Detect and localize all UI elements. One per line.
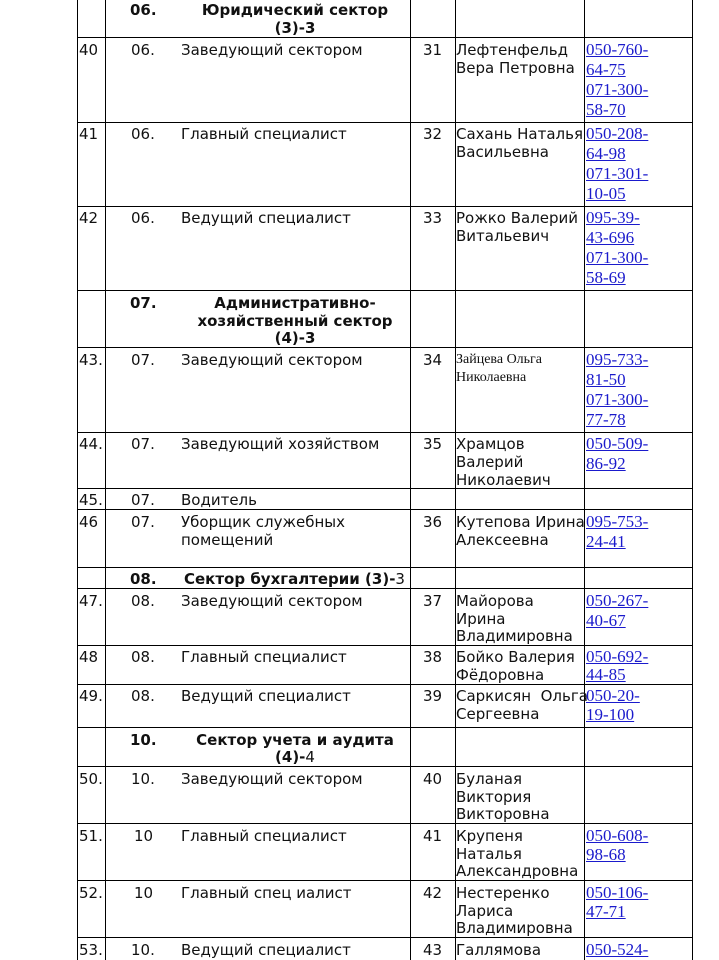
section-title: Юридический сектор <box>201 1 389 19</box>
phone-link[interactable]: 071-300- <box>586 80 649 99</box>
employee-name: Рожко Валерий <box>456 209 579 227</box>
row-border <box>77 347 692 348</box>
employee-name: Алексеевна <box>456 531 549 549</box>
phone-link[interactable]: 47-71 <box>586 902 626 921</box>
phone-link[interactable]: 64-98 <box>586 144 626 163</box>
section-count: 4 <box>305 748 315 766</box>
phone-link[interactable]: 81-50 <box>586 370 626 389</box>
staff-id: 33 <box>423 209 443 227</box>
phone-link[interactable]: 050-760- <box>586 40 649 59</box>
row-border <box>77 588 692 589</box>
position: Уборщик служебных <box>181 513 346 531</box>
staff-id: 38 <box>423 648 443 666</box>
staff-id: 40 <box>423 770 443 788</box>
employee-name: Зайцева Ольга <box>456 352 543 367</box>
position: Главный специалист <box>181 648 347 666</box>
row-border <box>77 937 692 938</box>
employee-name: Лариса <box>456 902 514 920</box>
phone-link[interactable]: 095-753- <box>586 512 649 531</box>
phone-link[interactable]: 050-267- <box>586 591 649 610</box>
section-title: (4)-3 <box>274 329 316 347</box>
row-number: 52. <box>79 884 103 902</box>
staff-id: 43 <box>423 941 443 959</box>
row-code: 06. <box>131 125 155 143</box>
row-border <box>77 880 692 881</box>
employee-name: Владимировна <box>456 627 573 645</box>
row-code: 10 <box>134 827 154 845</box>
row-border <box>77 727 692 728</box>
employee-name: Храмцов <box>456 435 525 453</box>
position: Ведущий специалист <box>181 687 351 705</box>
employee-name: Васильевна <box>456 143 549 161</box>
row-code: 10. <box>131 941 155 959</box>
employee-name: Вера Петровна <box>456 59 575 77</box>
phone-link[interactable]: 071-300- <box>586 390 649 409</box>
row-number: 43. <box>79 351 103 369</box>
phone-link[interactable]: 095-733- <box>586 350 649 369</box>
row-border <box>77 509 692 510</box>
row-border <box>77 206 692 207</box>
column-border <box>77 0 78 960</box>
phone-link[interactable]: 58-70 <box>586 100 626 119</box>
employee-name: Витальевич <box>456 227 550 245</box>
employee-name: Сахань Наталья <box>456 125 584 143</box>
section-code: 06. <box>130 1 157 19</box>
phone-link[interactable]: 86-92 <box>586 454 626 473</box>
phone-link[interactable]: 050-692- <box>586 647 649 666</box>
position: Заведующий сектором <box>181 351 363 369</box>
section-code: 08. <box>130 570 157 588</box>
position: Заведующий сектором <box>181 41 363 59</box>
employee-name: Виктория <box>456 788 532 806</box>
position: Заведующий хозяйством <box>181 435 380 453</box>
row-code: 10. <box>131 770 155 788</box>
phone-link[interactable]: 58-69 <box>586 268 626 287</box>
column-border <box>410 0 411 960</box>
section-title: (3)-3 <box>274 19 316 37</box>
row-number: 40 <box>79 41 99 59</box>
column-border <box>584 0 585 960</box>
row-number: 41 <box>79 125 99 143</box>
phone-link[interactable]: 43-696 <box>586 228 635 247</box>
phone-link[interactable]: 050-20- <box>586 686 640 705</box>
phone-link[interactable]: 40-67 <box>586 611 626 630</box>
row-code: 07. <box>131 513 155 531</box>
position: Заведующий сектором <box>181 592 363 610</box>
staff-id: 41 <box>423 827 443 845</box>
row-number: 44. <box>79 435 103 453</box>
row-code: 08. <box>131 648 155 666</box>
row-code: 08. <box>131 592 155 610</box>
column-border <box>692 0 693 960</box>
staff-id: 34 <box>423 351 443 369</box>
employee-name: Нестеренко <box>456 884 550 902</box>
position: Заведующий сектором <box>181 770 363 788</box>
employee-name: Ирина <box>456 610 506 628</box>
row-code: 07. <box>131 491 155 509</box>
row-code: 07. <box>131 435 155 453</box>
employee-name: Сергеевна <box>456 705 540 723</box>
employee-name: Наталья <box>456 845 522 863</box>
phone-link[interactable]: 071-300- <box>586 248 649 267</box>
employee-name: Галлямова <box>456 941 542 959</box>
employee-name: Лефтенфельд <box>456 41 568 59</box>
section-title: хозяйственный сектор <box>197 312 393 330</box>
staff-id: 32 <box>423 125 443 143</box>
row-border <box>77 37 692 38</box>
employee-name: Николаевна <box>456 370 527 385</box>
section-title-line <box>180 748 410 766</box>
row-code: 07. <box>131 351 155 369</box>
position: Главный специалист <box>181 827 347 845</box>
phone-link[interactable]: 19-100 <box>586 705 635 724</box>
employee-name: Викторовна <box>456 805 550 823</box>
position: Водитель <box>181 491 257 509</box>
staff-id: 36 <box>423 513 443 531</box>
row-border <box>77 823 692 824</box>
row-border <box>77 645 692 646</box>
row-number: 48 <box>79 648 99 666</box>
employee-name: Валерий <box>456 453 524 471</box>
section-title: Сектор учета и аудита <box>196 731 394 749</box>
row-border <box>77 290 692 291</box>
row-code: 10 <box>134 884 154 902</box>
phone-link[interactable]: 050-509- <box>586 434 649 453</box>
phone-link[interactable]: 050-106- <box>586 883 649 902</box>
staff-id: 37 <box>423 592 443 610</box>
row-number: 42 <box>79 209 99 227</box>
section-title: (4)- <box>275 748 306 766</box>
staff-id: 39 <box>423 687 443 705</box>
row-border <box>77 432 692 433</box>
phone-link[interactable]: 44-85 <box>586 665 626 684</box>
phone-link[interactable]: 10-05 <box>586 184 626 203</box>
employee-name: Александровна <box>456 862 579 880</box>
employee-name: Владимировна <box>456 919 573 937</box>
row-number: 46 <box>79 513 99 531</box>
row-code: 06. <box>131 209 155 227</box>
position: помещений <box>181 531 274 549</box>
row-number: 49. <box>79 687 103 705</box>
employee-name: Крупеня <box>456 827 523 845</box>
row-border <box>77 766 692 767</box>
position: Ведущий специалист <box>181 209 351 227</box>
section-code: 07. <box>130 294 157 312</box>
position: Главный спец иалист <box>181 884 352 902</box>
staff-id: 35 <box>423 435 443 453</box>
phone-link[interactable]: 050-524- <box>586 940 649 959</box>
position: Главный специалист <box>181 125 347 143</box>
section-title: Административно- <box>214 294 376 312</box>
phone-link[interactable]: 98-68 <box>586 845 626 864</box>
employee-name: Буланая <box>456 770 522 788</box>
phone-link[interactable]: 77-78 <box>586 410 626 429</box>
phone-link[interactable]: 071-301- <box>586 164 649 183</box>
phone-link[interactable]: 64-75 <box>586 60 626 79</box>
phone-link[interactable]: 050-208- <box>586 124 649 143</box>
section-code: 10. <box>130 731 157 749</box>
phone-link[interactable]: 050-608- <box>586 826 649 845</box>
row-border <box>77 488 692 489</box>
row-border <box>77 122 692 123</box>
column-border <box>105 0 106 960</box>
row-border <box>77 567 692 568</box>
section-title-line <box>184 570 405 588</box>
row-code: 06. <box>131 41 155 59</box>
row-number: 51. <box>79 827 103 845</box>
row-code: 08. <box>131 687 155 705</box>
phone-link[interactable]: 24-41 <box>586 532 626 551</box>
position: Ведущий специалист <box>181 941 351 959</box>
employee-name: Саркисян Ольга <box>456 687 588 705</box>
section-count: 3 <box>395 570 405 588</box>
section-title: Сектор бухгалтерии (3)- <box>184 570 396 588</box>
employee-name: Майорова <box>456 592 534 610</box>
row-number: 53. <box>79 941 103 959</box>
employee-name: Кутепова Ирина <box>456 513 585 531</box>
row-number: 50. <box>79 770 103 788</box>
row-number: 45. <box>79 491 103 509</box>
row-number: 47. <box>79 592 103 610</box>
staff-id: 31 <box>423 41 443 59</box>
employee-name: Бойко Валерия <box>456 648 575 666</box>
employee-name: Фёдоровна <box>456 666 545 684</box>
employee-name: Николаевич <box>456 471 551 489</box>
phone-link[interactable]: 095-39- <box>586 208 640 227</box>
staff-id: 42 <box>423 884 443 902</box>
